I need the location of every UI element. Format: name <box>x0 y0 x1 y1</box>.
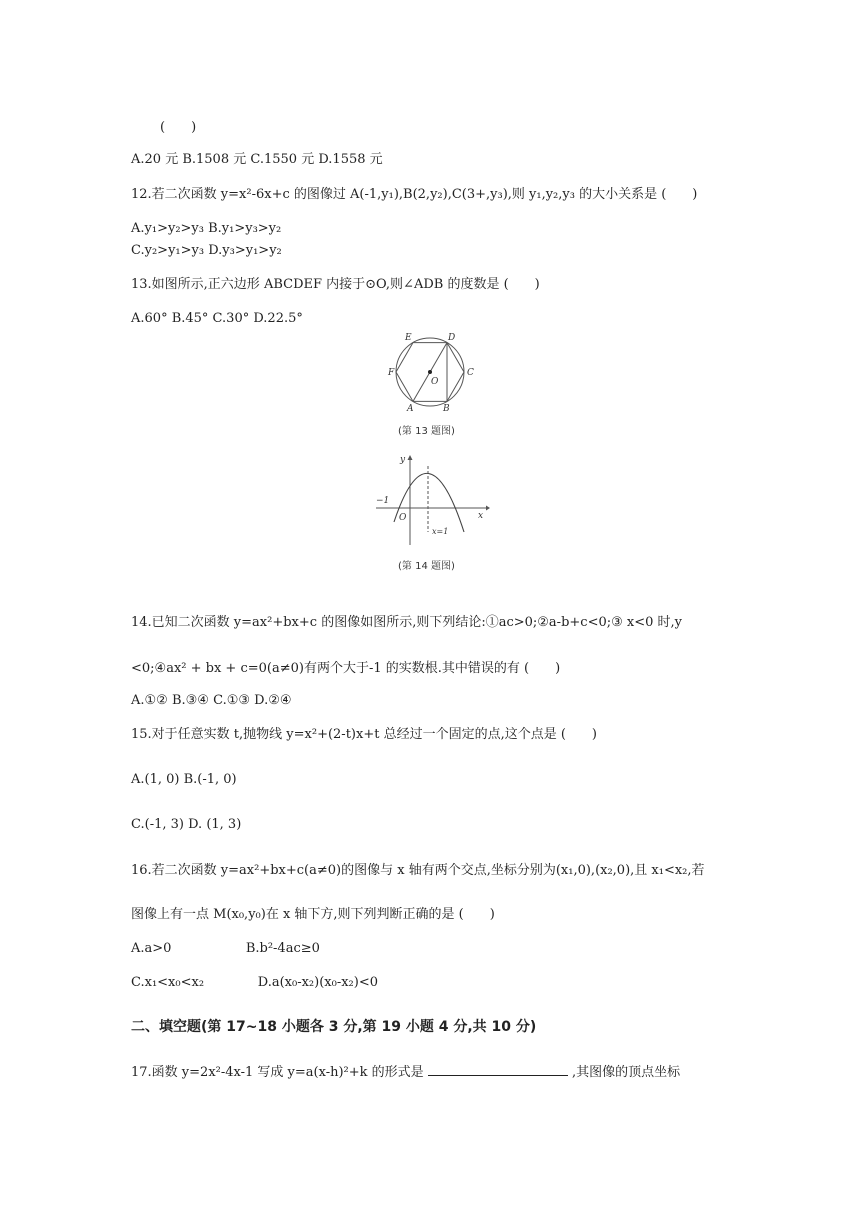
q16-stem-line2: 图像上有一点 M(x₀,y₀)在 x 轴下方,则下列判断正确的是 ( ) <box>131 907 495 922</box>
q14-options: A.①② B.③④ C.①③ D.②④ <box>131 693 292 708</box>
q13-options: A.60° B.45° C.30° D.22.5° <box>131 311 303 326</box>
fig14-label-y: y <box>400 455 406 465</box>
fig13-label-f: F <box>388 368 395 378</box>
q14-stem-line1: 14.已知二次函数 y=ax²+bx+c 的图像如图所示,则下列结论:①ac>0;②a-b+c<0;③ x<0 时,y <box>131 615 683 630</box>
fig14-label-o: O <box>399 513 407 523</box>
q13-stem: 13.如图所示,正六边形 ABCDEF 内接于⊙O,则∠ADB 的度数是 ( ) <box>131 277 540 292</box>
fig13-label-o: O <box>431 377 439 387</box>
q15-options-ab: A.(1, 0) B.(-1, 0) <box>131 772 237 787</box>
fig14-label-x: x <box>478 511 484 521</box>
q15-options-cd: C.(-1, 3) D. (1, 3) <box>131 817 242 832</box>
fig13-label-b: B <box>443 404 450 414</box>
fig13-caption: (第 13 题图) <box>398 426 455 437</box>
q17-text-a: 17.函数 y=2x²-4x-1 写成 y=a(x-h)²+k 的形式是 <box>131 1065 424 1080</box>
fig13-label-e: E <box>405 333 412 343</box>
fig13-center-dot <box>428 370 432 374</box>
q17-text-b: ,其图像的顶点坐标 <box>571 1065 681 1080</box>
fig14-label-minus1: −1 <box>376 496 390 506</box>
q11-options: A.20 元 B.1508 元 C.1550 元 D.1558 元 <box>131 152 383 167</box>
q11-paren: ( ) <box>160 120 197 135</box>
q14-stem-line2: <0;④ax² + bx + c=0(a≠0)有两个大于-1 的实数根.其中错误的有 ( ) <box>131 661 561 676</box>
fig14-x-arrow <box>486 506 490 511</box>
fig13-hexagon-circle <box>380 330 480 415</box>
q16-options-cd: C.x₁<x₀<x₂ D.a(x₀-x₂)(x₀-x₂)<0 <box>131 975 378 990</box>
q12-options-cd: C.y₂>y₁>y₃ D.y₃>y₁>y₂ <box>131 243 282 258</box>
section2-heading: 二、填空题(第 17~18 小题各 3 分,第 19 小题 4 分,共 10 分) <box>131 1019 537 1035</box>
q12-options-ab: A.y₁>y₂>y₃ B.y₁>y₃>y₂ <box>131 221 282 236</box>
q17-line <box>131 1062 680 1082</box>
q16-options-ab: A.a>0 B.b²-4ac≥0 <box>131 941 320 956</box>
fig13-label-c: C <box>467 368 474 378</box>
fig13-label-a: A <box>407 404 414 414</box>
fig14-parabola <box>394 473 464 532</box>
q15-stem: 15.对于任意实数 t,抛物线 y=x²+(2-t)x+t 总经过一个固定的点,这个点是 ( ) <box>131 727 597 742</box>
q12-stem: 12.若二次函数 y=x²-6x+c 的图像过 A(-1,y₁),B(2,y₂),C(3+,y₃),则 y₁,y₂,y₃ 的大小关系是 ( ) <box>131 187 698 202</box>
fig14-parabola-graph <box>372 450 492 550</box>
q17-answer-blank[interactable] <box>428 1062 568 1076</box>
fig14-caption: (第 14 题图) <box>398 561 455 572</box>
fig14-y-arrow <box>408 455 413 460</box>
fig14-label-axis-eq: x=1 <box>432 527 449 536</box>
fig13-label-d: D <box>448 333 456 343</box>
q16-stem-line1: 16.若二次函数 y=ax²+bx+c(a≠0)的图像与 x 轴有两个交点,坐标分别为(x₁,0),(x₂,0),且 x₁<x₂,若 <box>131 863 705 878</box>
